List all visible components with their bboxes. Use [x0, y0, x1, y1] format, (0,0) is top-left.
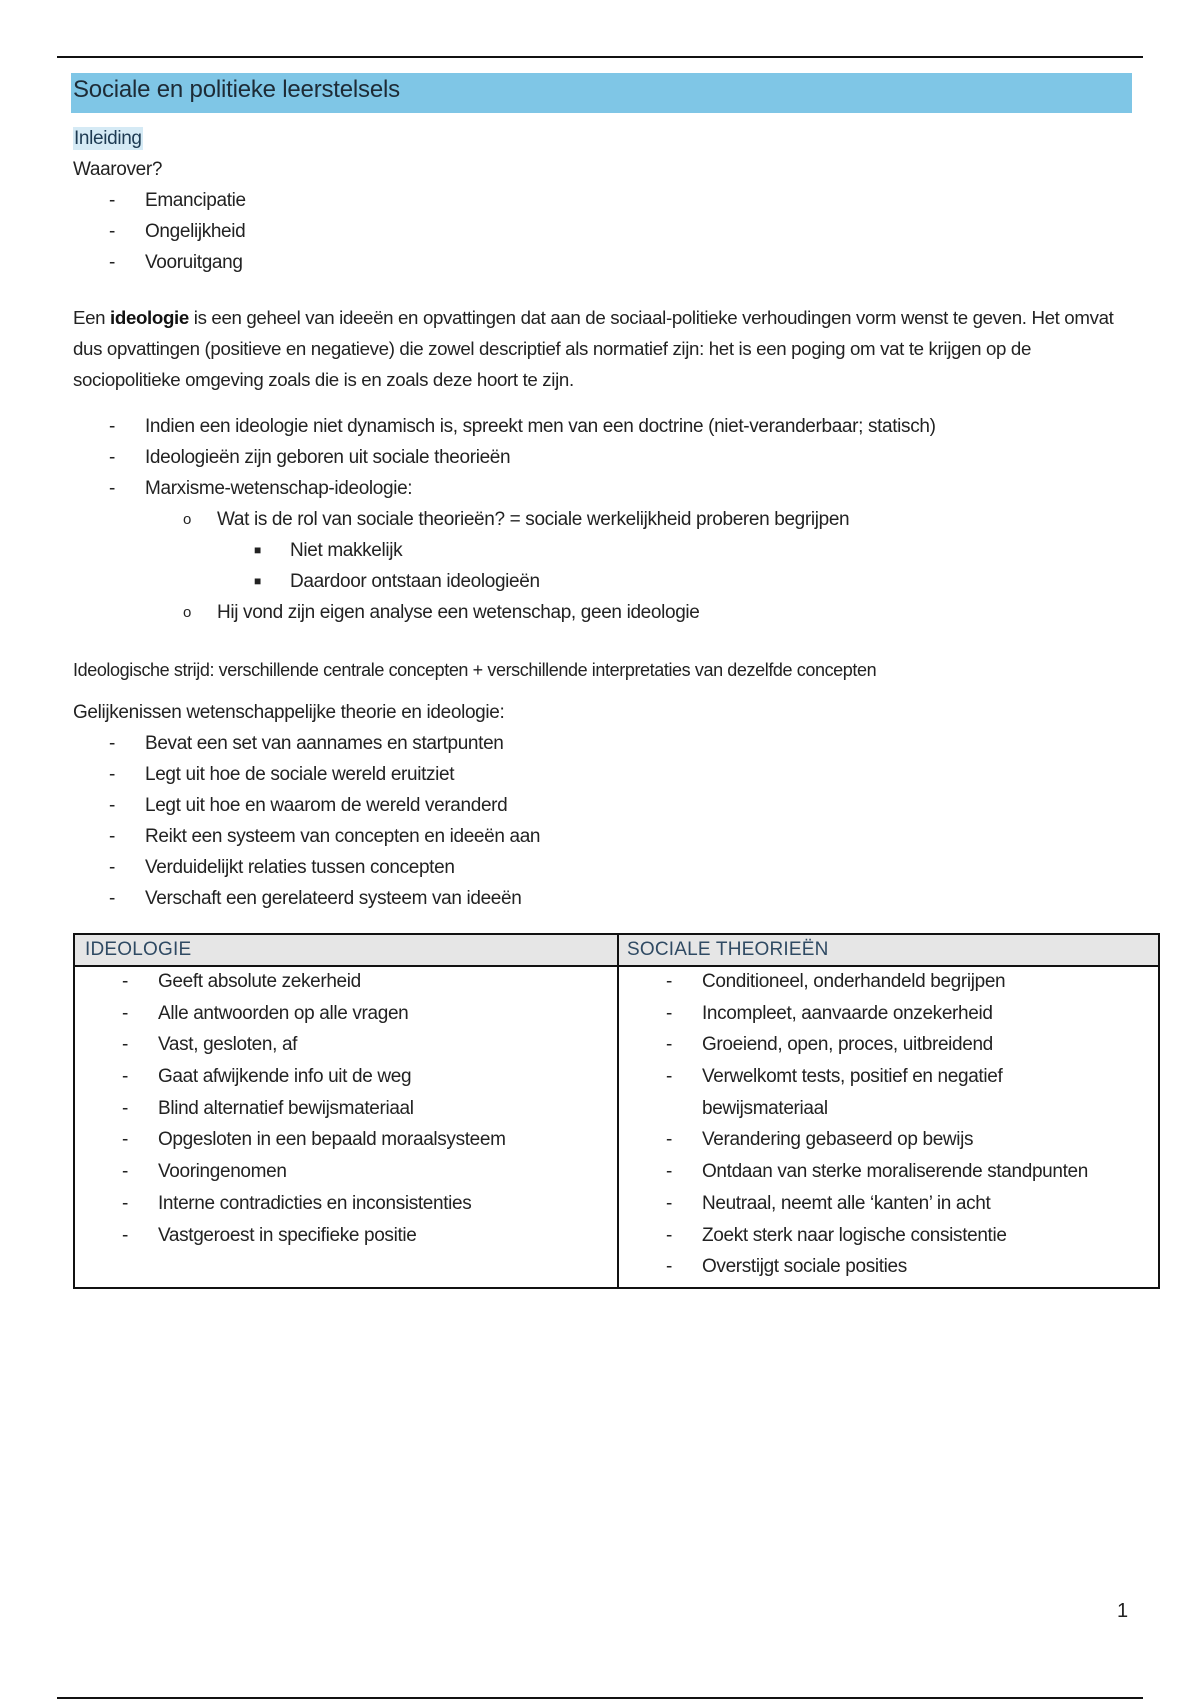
table-row: - Vastgeroest in specifieke positie [122, 1224, 417, 1246]
table-row: - Neutraal, neemt alle ‘kanten’ in acht [666, 1192, 991, 1214]
table-row-continuation: bewijsmateriaal [702, 1097, 828, 1119]
table-row: - Blind alternatief bewijsmateriaal [122, 1097, 414, 1119]
ideologie-definition: Een ideologie is een geheel van ideeën en opvattingen dat aan de sociaal-politieke verhoudingen vorm wenst te geven. Het omvat dus opvattingen (positieve en negatieve) die zowel descriptief als normatief zijn: het is een poging om vat te krijgen op de sociopolitieke omgeving zoals die is en zoals deze hoort te zijn. [73, 307, 1114, 390]
table-row: - Verwelkomt tests, positief en negatief [666, 1066, 1003, 1088]
table-row: - Incompleet, aanvaarde onzekerheid [666, 1002, 993, 1024]
page-number: 1 [1117, 1600, 1129, 1622]
comparison-table [73, 933, 1160, 1289]
ideologie-column [75, 966, 615, 1251]
table-row: - Ontdaan van sterke moraliserende standpunten [666, 1161, 1088, 1183]
waarover-label: Waarover? [73, 159, 163, 180]
page-title: Sociale en politieke leerstelsels [73, 76, 400, 103]
table-row: - Vast, gesloten, af [122, 1034, 298, 1056]
title-banner [71, 73, 1132, 113]
top-rule [57, 56, 1143, 58]
header-ideologie: IDEOLOGIE [85, 939, 192, 960]
table-row: - Verandering gebaseerd op bewijs [666, 1129, 974, 1151]
table-row: - Overstijgt sociale posities [666, 1256, 907, 1278]
table-row: - Opgesloten in een bepaald moraalsysteem [122, 1129, 506, 1151]
table-row: - Alle antwoorden op alle vragen [122, 1002, 409, 1024]
table-row: - Conditioneel, onderhandeld begrijpen [666, 971, 1006, 992]
table-row: - Zoekt sterk naar logische consistentie [666, 1224, 1007, 1246]
sociale-theorieen-column [619, 966, 1159, 1283]
table-row: - Gaat afwijkende info uit de weg [122, 1066, 412, 1088]
header-sociale-theorieen: SOCIALE THEORIEËN [627, 939, 829, 960]
defined-term: ideologie [110, 307, 189, 328]
table-row: - Groeiend, open, proces, uitbreidend [666, 1034, 993, 1056]
table-row: - Interne contradicties en inconsistenties [122, 1192, 472, 1214]
section-heading: Inleiding [74, 128, 142, 149]
table-row: - Vooringenomen [122, 1161, 287, 1183]
bottom-rule [57, 1697, 1143, 1699]
document-page: Sociale en politieke leerstelsels Inleiding Waarover? - Emancipatie - Ongelijkheid - Vooruitgang Een ideologie is een geheel van ideeën en opvattingen dat aan de sociaal-politieke verhoudingen vorm wenst te geven. Het omvat dus opvattingen (positieve en negatieve) die zowel descriptief als normatief zijn: het is een poging om vat te krijgen op de sociopolitieke omgeving zoals die is en zoals deze hoort te zijn. - Indien een ideologie niet dynamisch is, spreekt men van een doctrine (niet-veranderbaar; statisch) - Ideologieën zijn geboren uit sociale theorieën - Marxisme-wetenschap-ideologie: o Wat is de rol van sociale theorieën? = sociale werkelijkheid proberen begrijpen ■ Niet makkelijk ■ Daardoor ontstaan ideologieën o Hij vond zijn eigen analyse een wetenschap, geen ideologie Ideologische strijd: verschillende centrale concepten + verschillende interpretaties van dezelfde concepten Gelijkenissen wetenschappelijke theorie en ideologie: - Bevat een set van aannames en startpunten - Legt uit hoe de sociale wereld eruitziet - Legt uit hoe en waarom de wereld veranderd - Reikt een systeem van concepten en ideeën aan - Verduidelijkt relaties tussen concepten - Verschaft een gerelateerd systeem van ideeën IDEOLOGIE SOCIALE THEORIEËN - Geeft absolute zekerheid - Alle antwoorden op alle vragen - Vast, gesloten, af - Gaat afwijkende info uit de weg - Blind alternatief bewijsmateriaal - Opgesloten in een bepaald moraalsysteem - Vooringenomen - Interne contradicties en inconsistenties - Vastgeroest in specifieke positie - Conditioneel, onderhandeld begrijpen - Incompleet, aanvaarde onzekerheid - Groeiend, open, proces, uitbreidend - Verwelkomt tests, positief en negatief bewijsmateriaal - Verandering gebaseerd op bewijs - Ontdaan van sterke moraliserende standpunten - Neutraal, neemt alle ‘kanten’ in acht - Zoekt sterk naar logische consistentie - Overstijgt sociale posities 1 [0, 0, 1200, 1700]
table-row: - Geeft absolute zekerheid [122, 971, 361, 992]
ideologische-strijd: Ideologische strijd: verschillende centrale concepten + verschillende interpretaties van dezelfde concepten [73, 660, 877, 680]
gelijkenissen-label: Gelijkenissen wetenschappelijke theorie en ideologie: [73, 702, 505, 723]
